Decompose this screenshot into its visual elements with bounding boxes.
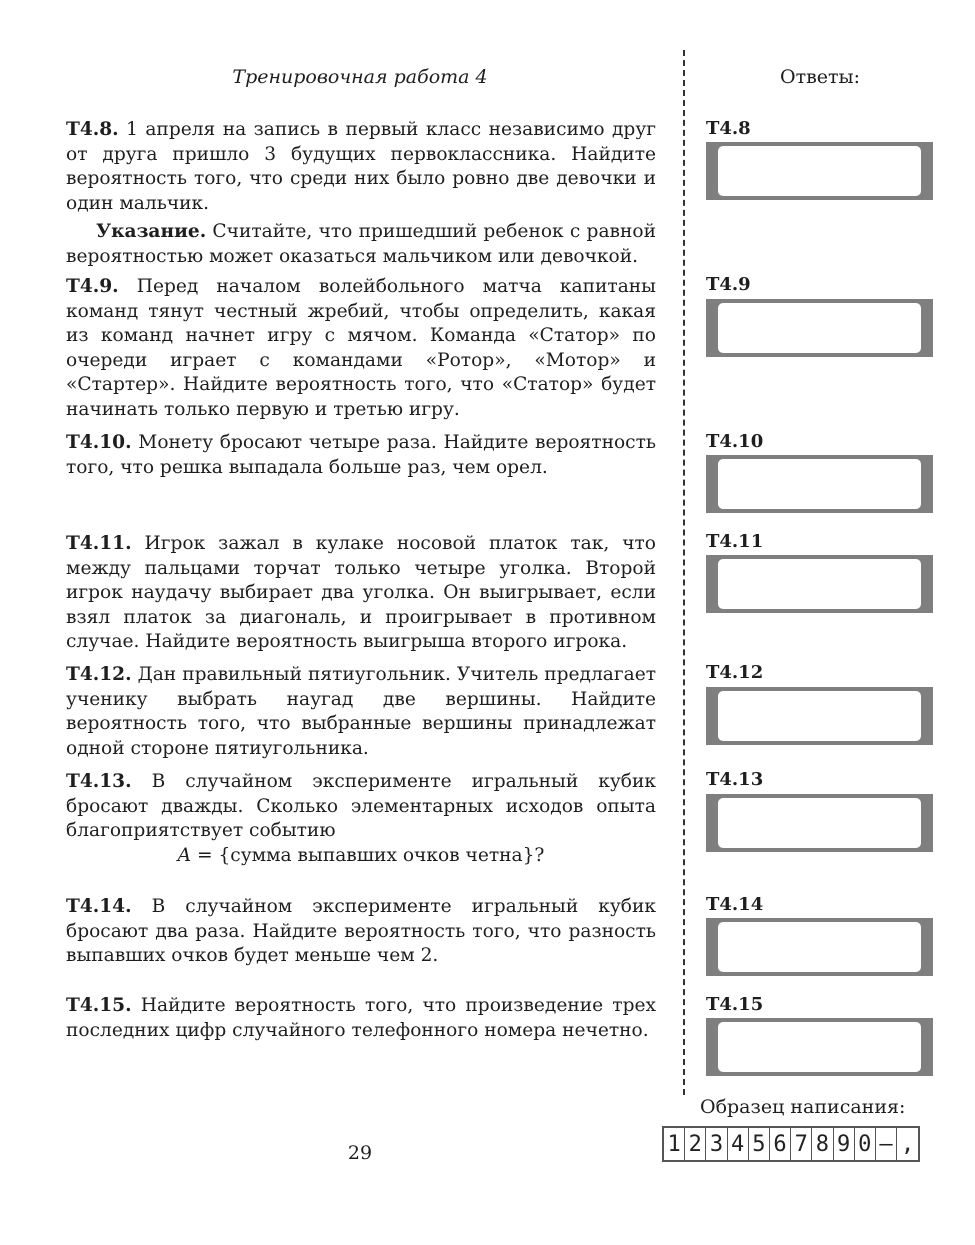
sample-glyph: 1 — [664, 1128, 685, 1160]
event-formula — [66, 844, 656, 869]
problem-id: Т4.15. — [66, 995, 132, 1016]
answer-box-t4-8[interactable] — [706, 142, 933, 200]
sample-glyph: 0 — [855, 1128, 876, 1160]
formula-text: = {сумма выпавших очков четна}? — [191, 844, 545, 866]
problem-text: Перед началом волейбольного матча капитаны команд тянут честный жребий, чтобы определить, какая из команд начнет игру с мячом. Команда «Статор» по очереди играет с командами «Ротор», «Мотор» и «Стартер». Найдите вероятность того, что «Статор» будет начинать только первую и третью игру. — [66, 276, 656, 420]
answer-label-t4-15: Т4.15 — [706, 994, 764, 1015]
problem-id: Т4.8. — [66, 119, 119, 140]
page-header-title: Тренировочная работа 4 — [232, 66, 488, 88]
problem-t4-12 — [66, 663, 656, 761]
problem-text: Найдите вероятность того, что произведение трех последних цифр случайного телефонного номера нечетно. — [66, 995, 656, 1041]
problem-t4-10 — [66, 431, 656, 480]
answer-label-t4-8: Т4.8 — [706, 118, 751, 139]
problem-id: Т4.14. — [66, 896, 132, 917]
dashed-divider — [683, 50, 685, 1095]
problem-t4-14 — [66, 895, 656, 969]
problem-id: Т4.12. — [66, 664, 132, 685]
answer-box-t4-12[interactable] — [706, 687, 933, 745]
sample-glyph: 6 — [770, 1128, 791, 1160]
problem-text: Игрок зажал в кулаке носовой платок так, что между пальцами торчат только четыре уголка. Второй игрок наудачу выбирает два уголка. Он выигрывает, если взял платок за диагональ, и проигрывает в противном случае. Найдите вероятность выигрыша второго игрока. — [66, 533, 656, 652]
problem-t4-13 — [66, 770, 656, 868]
answer-box-t4-13[interactable] — [706, 794, 933, 852]
problem-text: Монету бросают четыре раза. Найдите вероятность того, что решка выпадала больше раз, чем орел. — [66, 432, 656, 478]
sample-glyph: – — [876, 1128, 897, 1160]
answer-box-t4-15[interactable] — [706, 1018, 933, 1076]
sample-glyph: , — [901, 1131, 915, 1157]
sample-glyph: 8 — [812, 1128, 833, 1160]
answer-label-t4-10: Т4.10 — [706, 431, 764, 452]
sample-glyph: 7 — [791, 1128, 812, 1160]
problem-text: В случайном эксперименте игральный кубик бросают дважды. Сколько элементарных исходов опыта благоприятствует событию — [66, 771, 656, 841]
answer-box-t4-10[interactable] — [706, 455, 933, 513]
answers-heading: Ответы: — [780, 66, 861, 88]
answer-box-t4-11[interactable] — [706, 555, 933, 613]
sample-label: Образец написания: — [700, 1096, 906, 1118]
sample-glyph: 2 — [685, 1128, 706, 1160]
answer-label-t4-12: Т4.12 — [706, 662, 764, 683]
formula-variable: A — [177, 844, 192, 866]
problem-text: В случайном эксперименте игральный кубик бросают два раза. Найдите вероятность того, что разность выпавших очков будет меньше чем 2. — [66, 896, 656, 966]
sample-glyph: 4 — [728, 1128, 749, 1160]
answer-label-t4-9: Т4.9 — [706, 274, 751, 295]
problem-id: Т4.11. — [66, 533, 132, 554]
answer-box-t4-9[interactable] — [706, 299, 933, 357]
problem-text: Дан правильный пятиугольник. Учитель предлагает ученику выбрать наугад две вершины. Найдите вероятность того, что выбранные вершины принадлежат одной стороне пятиугольника. — [66, 664, 656, 759]
answer-box-t4-14[interactable] — [706, 918, 933, 976]
sample-glyph: 9 — [834, 1128, 855, 1160]
problem-t4-8 — [66, 118, 656, 269]
answer-label-t4-11: Т4.11 — [706, 531, 764, 552]
problem-id: Т4.13. — [66, 771, 132, 792]
answer-label-t4-14: Т4.14 — [706, 894, 764, 915]
answer-label-t4-13: Т4.13 — [706, 769, 764, 790]
problem-t4-9 — [66, 275, 656, 422]
problem-text: 1 апреля на запись в первый класс независимо друг от друга пришло 3 будущих первоклассника. Найдите вероятность того, что среди них было ровно две девочки и один мальчик. — [66, 119, 656, 214]
hint-text: Считайте, что пришедший ребенок с равной вероятностью может оказаться мальчиком или девочкой. — [66, 221, 656, 267]
problem-t4-11 — [66, 532, 656, 655]
sample-glyph: 3 — [706, 1128, 727, 1160]
problem-id: Т4.9. — [66, 276, 119, 297]
problem-t4-15 — [66, 994, 656, 1043]
problem-id: Т4.10. — [66, 432, 132, 453]
page-number: 29 — [347, 1142, 373, 1164]
hint-label: Указание. — [96, 221, 207, 242]
sample-glyph: 5 — [749, 1128, 770, 1160]
